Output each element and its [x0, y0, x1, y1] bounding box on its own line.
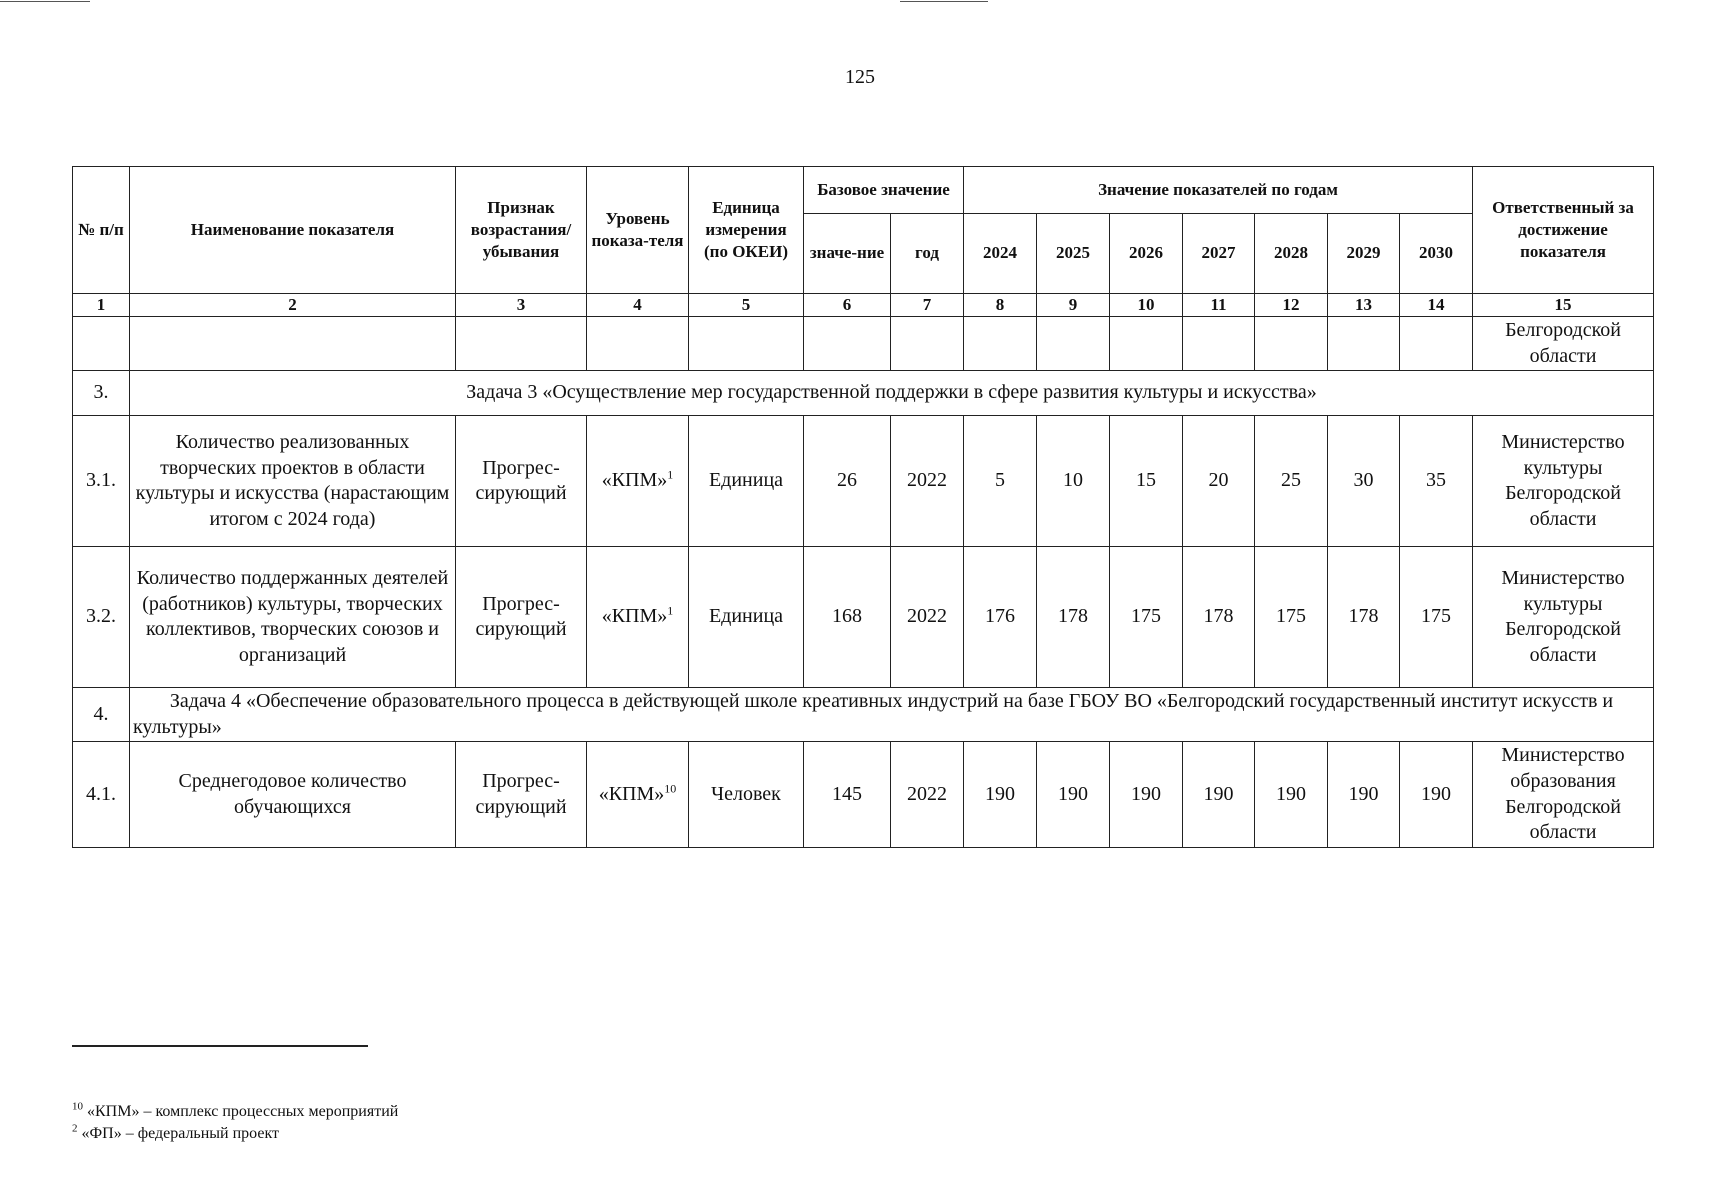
header-year: 2029 [1328, 214, 1400, 294]
header-base: Базовое значение [804, 167, 964, 214]
header-base-year: год [891, 214, 964, 294]
column-number: 1 [73, 294, 130, 317]
column-number: 6 [804, 294, 891, 317]
trend-cell: Прогрес-сирующий [456, 547, 587, 688]
year-value-cell: 178 [1328, 547, 1400, 688]
base-year-cell: 2022 [891, 416, 964, 547]
indicator-row-3-1 [73, 416, 1654, 547]
year-value-cell: 178 [1183, 547, 1255, 688]
year-value-cell: 190 [1183, 742, 1255, 847]
footnote-separator [72, 1045, 368, 1047]
year-value-cell: 5 [964, 416, 1037, 547]
row-number: 3.1. [73, 416, 130, 547]
column-numbers-row [73, 294, 1654, 317]
year-value-cell: 190 [1037, 742, 1110, 847]
continuation-row [73, 317, 1654, 371]
row-number: 4.1. [73, 742, 130, 847]
column-number: 10 [1110, 294, 1183, 317]
header-responsible: Ответственный за достижение показателя [1473, 167, 1654, 294]
year-value-cell: 20 [1183, 416, 1255, 547]
indicator-row-3-2 [73, 547, 1654, 688]
level-cell: «КПМ»$^{10}$ [587, 742, 689, 847]
responsible-cell: Министерство культуры Белгородской области [1473, 547, 1654, 688]
indicator-name: Среднегодовое количество обучающихся [130, 742, 456, 847]
task-4-row [73, 688, 1654, 742]
column-number: 8 [964, 294, 1037, 317]
task-number: 4. [73, 688, 130, 742]
task-3-row [73, 371, 1654, 416]
base-value-cell: 26 [804, 416, 891, 547]
top-left-rule [0, 1, 90, 2]
column-number: 11 [1183, 294, 1255, 317]
unit-cell: Единица [689, 547, 804, 688]
trend-cell: Прогрес-сирующий [456, 416, 587, 547]
year-value-cell: 35 [1400, 416, 1473, 547]
base-year-cell: 2022 [891, 742, 964, 847]
header-name: Наименование показателя [130, 167, 456, 294]
trend-cell: Прогрес-сирующий [456, 742, 587, 847]
responsible-cell: Белгородской области [1473, 317, 1654, 371]
column-number: 5 [689, 294, 804, 317]
column-number: 15 [1473, 294, 1654, 317]
header-level: Уровень показа-теля [587, 167, 689, 294]
indicator-row-4-1 [73, 742, 1654, 847]
task-4-title: Задача 4 «Обеспечение образовательного процесса в действующей школе креативных индустрий на базе ГБОУ ВО «Белгородский государственный институт искусств и культуры» [130, 688, 1654, 742]
responsible-cell: Министерство образования Белгородской области [1473, 742, 1654, 847]
header-unit: Единица измерения (по ОКЕИ) [689, 167, 804, 294]
year-value-cell: 175 [1255, 547, 1328, 688]
year-value-cell: 190 [1110, 742, 1183, 847]
unit-cell: Единица [689, 416, 804, 547]
year-value-cell: 190 [964, 742, 1037, 847]
year-value-cell: 25 [1255, 416, 1328, 547]
footnote-mark: 10 [72, 1100, 83, 1113]
year-value-cell: 190 [1255, 742, 1328, 847]
header-year: 2027 [1183, 214, 1255, 294]
column-number: 12 [1255, 294, 1328, 317]
year-value-cell: 175 [1110, 547, 1183, 688]
year-value-cell: 15 [1110, 416, 1183, 547]
footnote [72, 1122, 280, 1143]
column-number: 2 [130, 294, 456, 317]
unit-cell: Человек [689, 742, 804, 847]
base-value-cell: 168 [804, 547, 891, 688]
header-base-value: значе-ние [804, 214, 891, 294]
base-year-cell: 2022 [891, 547, 964, 688]
footnote-text: «КПМ» – комплекс процессных мероприятий [83, 1103, 399, 1120]
footnote-ref: 10 [664, 781, 677, 796]
column-number: 3 [456, 294, 587, 317]
header-year: 2028 [1255, 214, 1328, 294]
column-number: 9 [1037, 294, 1110, 317]
row-number: 3.2. [73, 547, 130, 688]
footnote-text: «ФП» – федеральный проект [77, 1125, 280, 1142]
base-value-cell: 145 [804, 742, 891, 847]
header-year: 2030 [1400, 214, 1473, 294]
footnote-ref: 1 [667, 603, 674, 618]
year-value-cell: 190 [1400, 742, 1473, 847]
year-value-cell: 175 [1400, 547, 1473, 688]
year-value-cell: 30 [1328, 416, 1400, 547]
top-center-rule [900, 1, 988, 2]
year-value-cell: 176 [964, 547, 1037, 688]
column-number: 4 [587, 294, 689, 317]
column-number: 7 [891, 294, 964, 317]
year-value-cell: 190 [1328, 742, 1400, 847]
year-value-cell: 178 [1037, 547, 1110, 688]
task-3-title: Задача 3 «Осуществление мер государственной поддержки в сфере развития культуры и искусства» [130, 371, 1654, 416]
level-cell: «КПМ»$^1$ [587, 416, 689, 547]
header-row-1 [73, 167, 1654, 214]
indicator-name: Количество поддержанных деятелей (работников) культуры, творческих коллективов, творческих союзов и организаций [130, 547, 456, 688]
responsible-cell: Министерство культуры Белгородской области [1473, 416, 1654, 547]
header-year: 2025 [1037, 214, 1110, 294]
page-number: 125 [845, 66, 875, 88]
column-number: 13 [1328, 294, 1400, 317]
header-num: № п/п [73, 167, 130, 294]
column-number: 14 [1400, 294, 1473, 317]
header-trend: Признак возрастания/ убывания [456, 167, 587, 294]
indicator-name: Количество реализованных творческих проектов в области культуры и искусства (нарастающим итогом с 2024 года) [130, 416, 456, 547]
indicators-table [72, 166, 1654, 848]
footnote-ref: 1 [667, 467, 674, 482]
year-value-cell: 10 [1037, 416, 1110, 547]
footnote [72, 1100, 399, 1121]
header-year: 2026 [1110, 214, 1183, 294]
header-year: 2024 [964, 214, 1037, 294]
task-number: 3. [73, 371, 130, 416]
level-cell: «КПМ»$^1$ [587, 547, 689, 688]
footnote-mark: 2 [72, 1122, 78, 1135]
header-values-by-year: Значение показателей по годам [964, 167, 1473, 214]
